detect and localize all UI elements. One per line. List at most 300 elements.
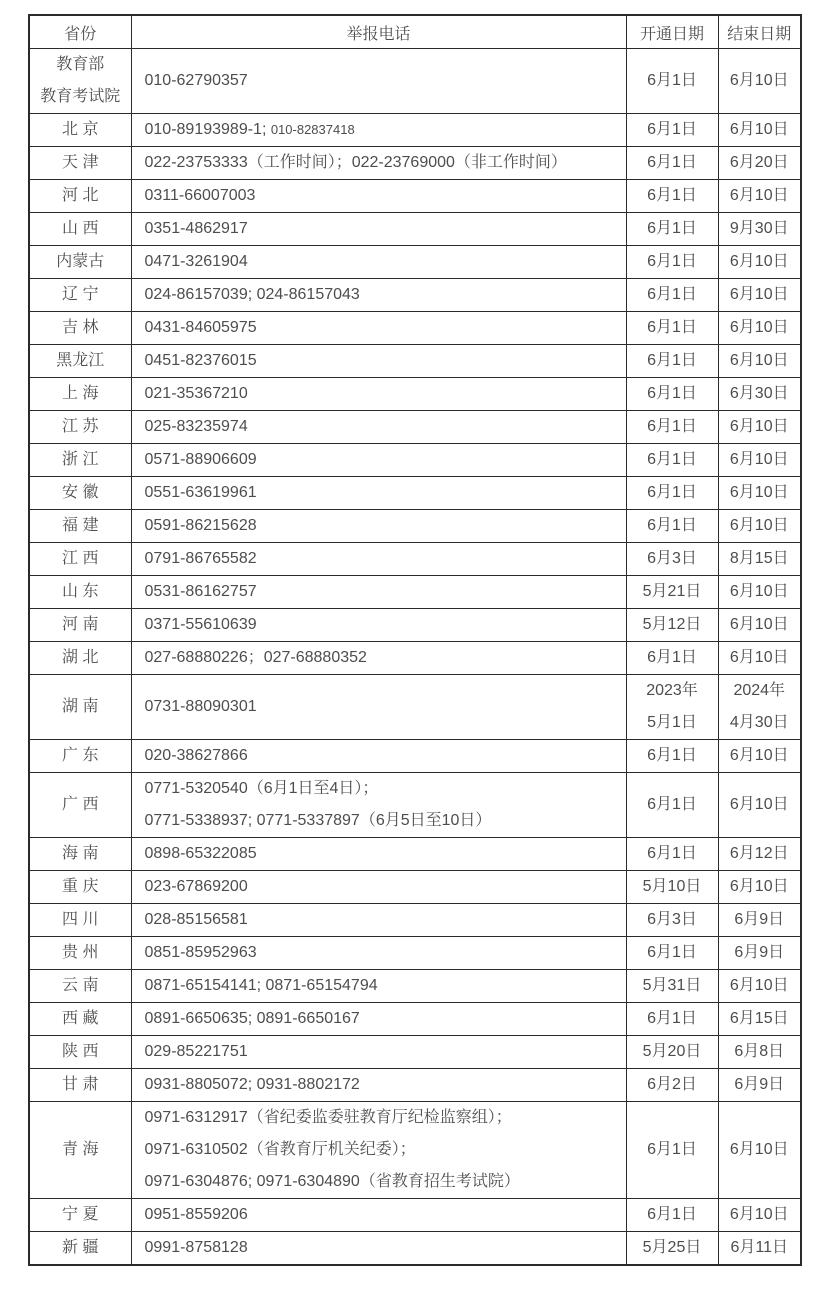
header-open-date: 开通日期 (626, 15, 718, 49)
open-date-cell (626, 609, 718, 642)
cell-line: 0431-84605975 (144, 319, 257, 336)
province-cell (29, 180, 131, 213)
cell-line: 6月1日 (647, 418, 697, 435)
province-cell (29, 378, 131, 411)
province-cell (29, 312, 131, 345)
table-row (29, 773, 801, 838)
cell-line: 0951-8559206 (144, 1206, 248, 1223)
cell-line: 6月10日 (729, 977, 789, 994)
end-date-cell (718, 543, 801, 576)
table-row (29, 937, 801, 970)
cell-line: 0791-86765582 (144, 550, 257, 567)
open-date-cell (626, 279, 718, 312)
phone-cell (131, 279, 626, 312)
end-date-cell (718, 970, 801, 1003)
cell-line: 024-86157039; 024-86157043 (144, 286, 360, 303)
cell-line: 0591-86215628 (144, 517, 257, 534)
cell-line: 教育部 (56, 56, 105, 73)
cell-line: 6月9日 (734, 911, 785, 928)
cell-line: 2023年 (646, 682, 698, 699)
phone-cell (131, 642, 626, 675)
cell-line: 6月10日 (729, 253, 789, 270)
cell-line: 安 徽 (62, 484, 99, 501)
phone-cell (131, 213, 626, 246)
table-row (29, 642, 801, 675)
cell-line: 6月10日 (729, 1141, 789, 1158)
cell-line: 6月10日 (729, 451, 789, 468)
end-date-cell (718, 1003, 801, 1036)
end-date-cell (718, 444, 801, 477)
cell-line: 0991-8758128 (144, 1239, 248, 1256)
cell-line: 8月15日 (729, 550, 789, 567)
end-date-cell (718, 312, 801, 345)
cell-line: 4月30日 (729, 714, 789, 731)
phone-cell (131, 576, 626, 609)
phone-cell (131, 1102, 626, 1199)
cell-line: 0971-6304876; 0971-6304890（省教育招生考试院） (144, 1173, 520, 1190)
page (0, 14, 827, 1291)
table-row (29, 871, 801, 904)
province-cell (29, 740, 131, 773)
table-row (29, 904, 801, 937)
end-date-cell (718, 871, 801, 904)
cell-line: 6月1日 (647, 796, 697, 813)
cell-line: 6月10日 (729, 187, 789, 204)
cell-line: 6月1日 (647, 385, 697, 402)
cell-line: 6月9日 (734, 1076, 785, 1093)
cell-line: 河 南 (62, 616, 99, 633)
cell-line: 023-67869200 (144, 878, 248, 895)
province-cell (29, 1003, 131, 1036)
province-cell (29, 1069, 131, 1102)
table-row (29, 543, 801, 576)
open-date-cell (626, 477, 718, 510)
open-date-cell (626, 1036, 718, 1069)
phone-cell (131, 609, 626, 642)
open-date-cell (626, 444, 718, 477)
cell-line: 6月8日 (734, 1043, 785, 1060)
province-cell (29, 773, 131, 838)
cell-line: 辽 宁 (62, 286, 99, 303)
end-date-cell (718, 345, 801, 378)
open-date-cell (626, 675, 718, 740)
header-row (29, 15, 801, 49)
end-date-cell (718, 411, 801, 444)
cell-line: 0771-5338937; 0771-5337897（6月5日至10日） (144, 812, 492, 829)
cell-line: 6月1日 (647, 187, 697, 204)
cell-line: 6月1日 (647, 484, 697, 501)
table-row (29, 1102, 801, 1199)
cell-line: 重 庆 (62, 878, 99, 895)
phone-cell (131, 312, 626, 345)
cell-line: 吉 林 (62, 319, 99, 336)
cell-line: 0731-88090301 (144, 698, 257, 715)
end-date-cell (718, 937, 801, 970)
header-phone: 举报电话 (131, 15, 626, 49)
end-date-cell (718, 576, 801, 609)
province-cell (29, 114, 131, 147)
cell-line: 云 南 (62, 977, 99, 994)
open-date-cell (626, 510, 718, 543)
cell-line: 022-23753333（工作时间）；022-23769000（非工作时间） (144, 154, 567, 171)
province-cell (29, 411, 131, 444)
table-row (29, 576, 801, 609)
province-cell (29, 444, 131, 477)
open-date-cell (626, 213, 718, 246)
open-date-cell (626, 246, 718, 279)
open-date-cell (626, 740, 718, 773)
open-date-cell (626, 970, 718, 1003)
cell-line: 6月1日 (647, 286, 697, 303)
cell-line: 6月2日 (647, 1076, 697, 1093)
province-cell (29, 937, 131, 970)
open-date-cell (626, 1199, 718, 1232)
cell-line: 0311-66007003 (144, 187, 256, 204)
table-row (29, 970, 801, 1003)
cell-line: 6月1日 (647, 1206, 697, 1223)
end-date-cell (718, 213, 801, 246)
cell-line: 6月1日 (647, 121, 697, 138)
open-date-cell (626, 411, 718, 444)
open-date-cell (626, 345, 718, 378)
cell-line: 025-83235974 (144, 418, 248, 435)
table-row (29, 180, 801, 213)
cell-line: 青 海 (62, 1141, 99, 1158)
open-date-cell (626, 838, 718, 871)
phone-cell (131, 838, 626, 871)
end-date-cell (718, 1232, 801, 1266)
end-date-cell (718, 180, 801, 213)
province-cell (29, 477, 131, 510)
cell-line: 021-35367210 (144, 385, 248, 402)
phone-cell (131, 510, 626, 543)
cell-line: 6月10日 (729, 484, 789, 501)
cell-line: 6月1日 (647, 352, 697, 369)
open-date-cell (626, 378, 718, 411)
open-date-cell (626, 114, 718, 147)
phone-cell (131, 477, 626, 510)
phone-cell (131, 1199, 626, 1232)
end-date-cell (718, 147, 801, 180)
cell-line: 贵 州 (62, 944, 99, 961)
table-row (29, 477, 801, 510)
cell-line: 浙 江 (62, 451, 99, 468)
cell-line: 教育考试院 (40, 88, 121, 105)
end-date-cell (718, 838, 801, 871)
table-row (29, 1069, 801, 1102)
open-date-cell (626, 543, 718, 576)
cell-line: 新 疆 (62, 1239, 99, 1256)
end-date-cell (718, 740, 801, 773)
province-cell (29, 675, 131, 740)
cell-line: 6月30日 (729, 385, 789, 402)
cell-line: 0531-86162757 (144, 583, 257, 600)
province-cell (29, 279, 131, 312)
end-date-cell (718, 246, 801, 279)
cell-line: 甘 肃 (62, 1076, 99, 1093)
cell-line: 5月12日 (642, 616, 702, 633)
cell-line: 6月1日 (647, 649, 697, 666)
open-date-cell (626, 180, 718, 213)
cell-line: 6月10日 (729, 649, 789, 666)
table-row (29, 838, 801, 871)
cell-line: 6月10日 (729, 319, 789, 336)
cell-line: 028-85156581 (144, 911, 248, 928)
cell-line: 0371-55610639 (144, 616, 257, 633)
phone-cell (131, 1069, 626, 1102)
phone-cell (131, 543, 626, 576)
cell-line: 6月10日 (729, 1206, 789, 1223)
end-date-cell (718, 609, 801, 642)
province-cell (29, 970, 131, 1003)
end-date-cell (718, 49, 801, 114)
table-row (29, 345, 801, 378)
open-date-cell (626, 1069, 718, 1102)
table-row (29, 147, 801, 180)
open-date-cell (626, 937, 718, 970)
open-date-cell (626, 49, 718, 114)
end-date-cell (718, 642, 801, 675)
cell-line: 0971-6312917（省纪委监委驻教育厅纪检监察组）； (144, 1109, 512, 1126)
cell-line: 6月10日 (729, 121, 789, 138)
cell-line: 0471-3261904 (144, 253, 248, 270)
cell-line: 0551-63619961 (144, 484, 257, 501)
phone-cell (131, 1232, 626, 1266)
cell-line: 6月10日 (729, 72, 789, 89)
table-row (29, 510, 801, 543)
phone-cell (131, 970, 626, 1003)
cell-line: 6月1日 (647, 845, 697, 862)
end-date-cell (718, 114, 801, 147)
phone-cell (131, 345, 626, 378)
cell-line: 6月10日 (729, 517, 789, 534)
province-cell (29, 510, 131, 543)
table-row (29, 378, 801, 411)
table-row (29, 1036, 801, 1069)
cell-line: 宁 夏 (62, 1206, 99, 1223)
cell-line: 6月1日 (647, 72, 697, 89)
cell-line: 2024年 (733, 682, 786, 699)
cell-line: 西 藏 (62, 1010, 99, 1027)
cell-line: 山 西 (62, 220, 99, 237)
report-phone-table (28, 14, 802, 1266)
cell-line: 江 西 (62, 550, 99, 567)
cell-line: 5月10日 (642, 878, 702, 895)
phone-cell (131, 675, 626, 740)
end-date-cell (718, 477, 801, 510)
cell-line: 0451-82376015 (144, 352, 257, 369)
province-cell (29, 213, 131, 246)
cell-line: 6月10日 (729, 747, 789, 764)
end-date-cell (718, 773, 801, 838)
cell-line: 0771-5320540（6月1日至4日）； (144, 780, 379, 797)
cell-line: 6月1日 (647, 1010, 697, 1027)
header-end-date: 结束日期 (718, 15, 801, 49)
end-date-cell (718, 279, 801, 312)
cell-line: 6月10日 (729, 352, 789, 369)
cell-line: 6月10日 (729, 583, 789, 600)
cell-line: 010-89193989-1; 010-82837418 (144, 121, 355, 138)
table-row (29, 444, 801, 477)
province-cell (29, 609, 131, 642)
cell-line: 0931-8805072; 0931-8802172 (144, 1076, 360, 1093)
open-date-cell (626, 904, 718, 937)
cell-line: 海 南 (62, 845, 99, 862)
cell-line: 6月1日 (647, 517, 697, 534)
table-row (29, 49, 801, 114)
phone-cell (131, 740, 626, 773)
cell-line: 5月21日 (642, 583, 702, 600)
table-row (29, 312, 801, 345)
cell-line: 0871-65154141; 0871-65154794 (144, 977, 378, 994)
phone-cell (131, 378, 626, 411)
province-cell (29, 543, 131, 576)
cell-line: 6月3日 (647, 550, 697, 567)
cell-line: 010-62790357 (144, 72, 248, 89)
province-cell (29, 345, 131, 378)
end-date-cell (718, 1069, 801, 1102)
cell-line: 6月10日 (729, 796, 789, 813)
table-row (29, 114, 801, 147)
cell-line: 6月20日 (729, 154, 789, 171)
table-row (29, 1199, 801, 1232)
open-date-cell (626, 871, 718, 904)
cell-line: 0571-88906609 (144, 451, 257, 468)
cell-line: 5月20日 (642, 1043, 702, 1060)
table-row (29, 246, 801, 279)
cell-line: 6月1日 (647, 220, 697, 237)
province-cell (29, 246, 131, 279)
cell-line: 6月10日 (729, 616, 789, 633)
open-date-cell (626, 147, 718, 180)
table-row (29, 609, 801, 642)
cell-line: 6月10日 (729, 418, 789, 435)
phone-cell (131, 871, 626, 904)
cell-line: 6月11日 (730, 1239, 788, 1256)
open-date-cell (626, 773, 718, 838)
open-date-cell (626, 1232, 718, 1266)
cell-line: 5月1日 (647, 714, 697, 731)
phone-cell (131, 411, 626, 444)
province-cell (29, 1036, 131, 1069)
end-date-cell (718, 675, 801, 740)
table-row (29, 279, 801, 312)
open-date-cell (626, 1003, 718, 1036)
cell-line: 江 苏 (62, 418, 99, 435)
cell-line: 6月1日 (647, 319, 697, 336)
cell-line: 6月10日 (729, 286, 789, 303)
cell-line: 0851-85952963 (144, 944, 257, 961)
province-cell (29, 904, 131, 937)
cell-line: 0898-65322085 (144, 845, 257, 862)
header-province: 省份 (29, 15, 131, 49)
cell-line: 6月12日 (729, 845, 789, 862)
phone-cell (131, 246, 626, 279)
cell-line: 5月31日 (642, 977, 702, 994)
cell-line: 029-85221751 (144, 1043, 248, 1060)
cell-line: 北 京 (62, 121, 99, 138)
table-row (29, 1232, 801, 1266)
cell-line: 6月9日 (734, 944, 785, 961)
open-date-cell (626, 642, 718, 675)
open-date-cell (626, 576, 718, 609)
province-cell (29, 642, 131, 675)
phone-cell (131, 1003, 626, 1036)
phone-cell (131, 1036, 626, 1069)
phone-cell (131, 773, 626, 838)
cell-line: 0351-4862917 (144, 220, 248, 237)
province-cell (29, 576, 131, 609)
cell-line: 天 津 (62, 154, 99, 171)
province-cell (29, 49, 131, 114)
table-row (29, 411, 801, 444)
province-cell (29, 871, 131, 904)
cell-line: 027-68880226；027-68880352 (144, 649, 367, 666)
cell-line: 6月1日 (647, 154, 697, 171)
cell-line: 5月25日 (642, 1239, 702, 1256)
phone-cell (131, 49, 626, 114)
province-cell (29, 147, 131, 180)
cell-line: 湖 北 (62, 649, 99, 666)
cell-line: 广 东 (62, 747, 99, 764)
table-row (29, 213, 801, 246)
phone-cell (131, 444, 626, 477)
cell-line: 0891-6650635; 0891-6650167 (144, 1010, 360, 1027)
cell-line: 6月1日 (647, 747, 697, 764)
table-row (29, 1003, 801, 1036)
cell-line: 四 川 (62, 911, 99, 928)
end-date-cell (718, 1199, 801, 1232)
cell-line: 山 东 (62, 583, 99, 600)
cell-line: 6月1日 (647, 451, 697, 468)
phone-cell (131, 904, 626, 937)
province-cell (29, 838, 131, 871)
province-cell (29, 1232, 131, 1266)
cell-line: 6月10日 (729, 878, 789, 895)
table-row (29, 675, 801, 740)
cell-line: 020-38627866 (144, 747, 248, 764)
cell-line: 湖 南 (62, 698, 99, 715)
cell-line: 内蒙古 (56, 253, 105, 270)
table-row (29, 740, 801, 773)
cell-line: 6月3日 (647, 911, 697, 928)
end-date-cell (718, 1102, 801, 1199)
table-body (29, 49, 801, 1266)
phone-cell (131, 937, 626, 970)
cell-line: 6月15日 (729, 1010, 789, 1027)
cell-line: 6月1日 (647, 1141, 697, 1158)
cell-line: 福 建 (62, 517, 99, 534)
end-date-cell (718, 378, 801, 411)
cell-line: 0971-6310502（省教育厅机关纪委）； (144, 1141, 416, 1158)
cell-line: 6月1日 (647, 253, 697, 270)
province-cell (29, 1102, 131, 1199)
cell-line: 9月30日 (729, 220, 789, 237)
open-date-cell (626, 312, 718, 345)
cell-line: 陕 西 (62, 1043, 99, 1060)
cell-line: 广 西 (62, 796, 99, 813)
end-date-cell (718, 510, 801, 543)
phone-cell (131, 180, 626, 213)
cell-line: 6月1日 (647, 944, 697, 961)
phone-cell (131, 114, 626, 147)
phone-cell (131, 147, 626, 180)
cell-line: 河 北 (62, 187, 99, 204)
province-cell (29, 1199, 131, 1232)
cell-line: 上 海 (62, 385, 99, 402)
cell-line: 黑龙江 (56, 352, 105, 369)
end-date-cell (718, 1036, 801, 1069)
